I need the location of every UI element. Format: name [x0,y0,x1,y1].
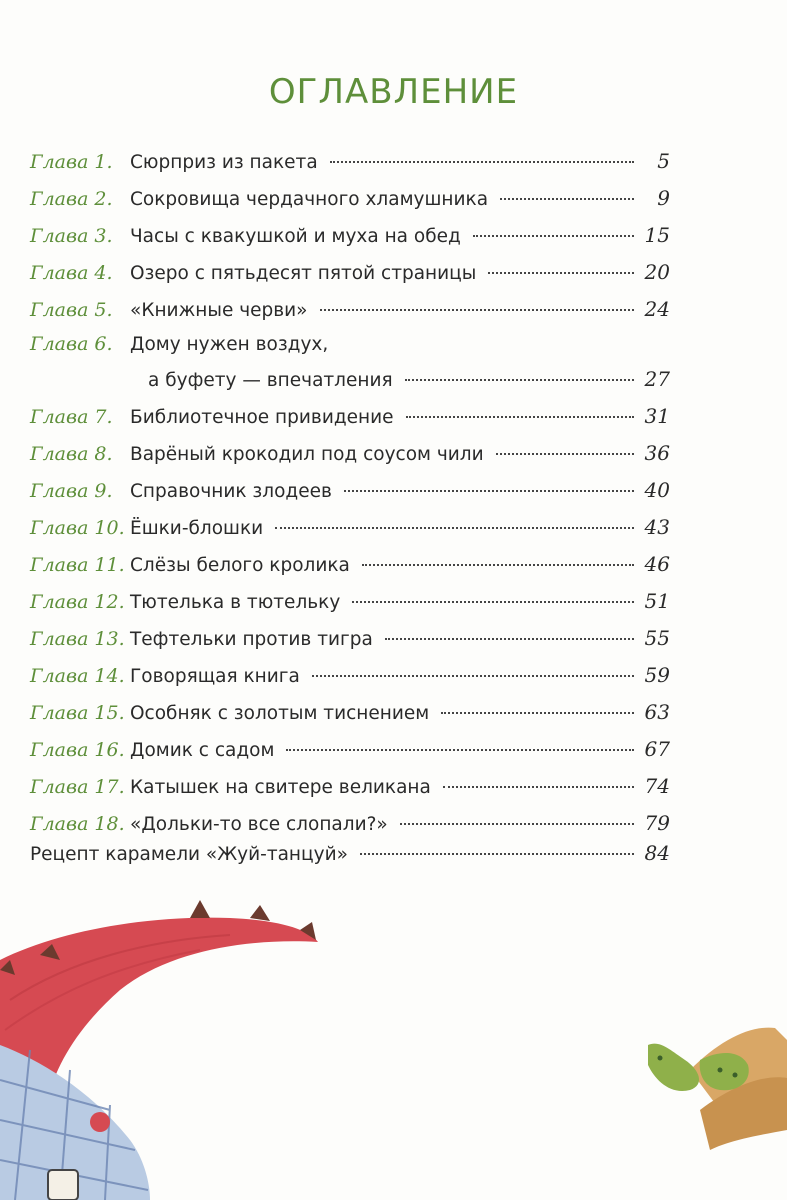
chapter-entry [130,620,670,658]
chapter-label: Глава 10. [30,517,125,539]
table-of-contents [30,143,670,842]
chapter-title: Тефтельки против тигра [130,629,373,650]
chapter-label: Глава 8. [30,443,113,465]
page-number: 59 [644,663,670,687]
chapter-title: Сокровища чердачного хламушника [130,189,489,210]
chapter-label: Глава 3. [30,225,113,247]
toc-row [30,583,670,620]
chapter-title-continued: а буфету — впечатления [148,370,393,391]
page-number: 51 [644,589,670,613]
chapter-label: Глава 12. [30,591,125,613]
page-number: 20 [644,260,670,284]
page-number: 31 [644,404,670,428]
chapter-label: Глава 11. [30,554,125,576]
toc-row [30,291,670,328]
dot-leader [443,786,634,788]
dot-leader [330,161,634,163]
chapter-entry [130,509,670,547]
chapter-entry [130,217,670,255]
toc-row [30,768,670,805]
chapter-entry [130,398,670,436]
chapter-label: Глава 15. [30,702,125,724]
chapter-title: Сюрприз из пакета [130,152,318,173]
tail-spike [40,944,60,960]
toc-row [30,398,670,435]
toc-row [30,731,670,768]
page-number: 63 [644,700,670,724]
cup-icon [48,1170,78,1200]
leg [700,1077,787,1150]
leg [690,1028,787,1110]
page-number: 74 [644,774,670,798]
chapter-title: «Дольки-то все слопали?» [130,814,388,835]
chapter-entry [130,583,670,621]
tail-spike [250,905,270,921]
toc-row [30,435,670,472]
chapter-label: Глава 18. [30,813,125,835]
chapter-title: Варёный крокодил под соусом чили [130,444,484,465]
chapter-entry [130,180,670,218]
page-number: 46 [644,552,670,576]
chapter-title: Особняк с золотым тиснением [130,703,430,724]
dot-leader [286,749,634,751]
chapter-title: Библиотечное привидение [130,407,394,428]
dot-leader [400,823,634,825]
chapter-title: Тютелька в тютельку [130,592,341,613]
dot-leader [312,675,634,677]
chapter-label: Глава 6. [30,333,113,355]
dinosaur-tail [0,918,318,1110]
toc-row [30,805,670,842]
chapter-title: Говорящая книга [130,666,300,687]
dot-leader [441,712,634,714]
page-number: 15 [644,223,670,247]
recipe-page-number: 84 [644,841,670,865]
page-number: 55 [644,626,670,650]
dot-leader [406,416,634,418]
toc-row [30,143,670,180]
chapter-entry [130,254,670,292]
chapter-entry [130,328,670,398]
toc-row [30,657,670,694]
chapter-title: Справочник злодеев [130,481,332,502]
chapter-label: Глава 13. [30,628,125,650]
recipe-entry [30,841,670,865]
green-sock [648,1044,699,1091]
chapter-title: Озеро с пятьдесят пятой страницы [130,263,477,284]
chapter-label: Глава 16. [30,739,125,761]
page-number: 67 [644,737,670,761]
toc-row [30,472,670,509]
toc-row [30,694,670,731]
recipe-title: Рецепт карамели «Жуй-танцуй» [30,844,348,865]
chapter-entry [130,472,670,510]
chapter-entry [130,805,670,843]
toc-row [30,620,670,657]
chapter-label: Глава 7. [30,406,113,428]
chapter-entry [130,435,670,473]
tail-spike [190,900,210,918]
page-number: 5 [657,149,670,173]
page-title: ОГЛАВЛЕНИЕ [268,72,519,112]
chapter-title: Катышек на свитере великана [130,777,431,798]
toc-row [30,254,670,291]
dot-leader [352,601,634,603]
chapter-entry [130,546,670,584]
dot-leader [320,309,634,311]
dot-leader [405,379,634,381]
toc-row [30,546,670,583]
chapter-label: Глава 5. [30,299,113,321]
dot-leader [275,527,634,529]
chapter-label: Глава 2. [30,188,113,210]
fruit-slice-icon [90,1112,110,1132]
toc-row [30,328,670,398]
page-number: 43 [644,515,670,539]
chapter-entry [130,731,670,769]
chapter-title: Ёшки-блошки [130,518,264,539]
checkered-sweater [0,1045,150,1200]
chapter-entry [130,657,670,695]
dot-leader [360,853,634,855]
chapter-title: Домик с садом [130,740,275,761]
dot-leader [362,564,634,566]
dot-leader [385,638,634,640]
tail-spike [300,922,316,940]
chapter-title: Часы с квакушкой и муха на обед [130,226,461,247]
chapter-label: Глава 17. [30,776,125,798]
dot-leader [473,235,634,237]
chapter-label: Глава 4. [30,262,113,284]
chapter-label: Глава 9. [30,480,113,502]
dot-leader [496,453,634,455]
page-number: 36 [644,441,670,465]
dot-leader [344,490,634,492]
chapter-label: Глава 14. [30,665,125,687]
dot-leader [500,198,634,200]
chapter-entry [130,143,670,181]
green-sock [700,1053,749,1090]
toc-row [30,180,670,217]
chapter-entry [130,694,670,732]
page-number: 27 [644,367,670,391]
page-number: 24 [644,297,670,321]
chapter-title: Дому нужен воздух, [130,334,329,355]
dot-leader [488,272,634,274]
chapter-entry [130,768,670,806]
chapter-label: Глава 1. [30,151,113,173]
page-number: 9 [657,186,670,210]
chapter-entry [130,291,670,329]
toc-row [30,217,670,254]
tail-spike [0,960,15,975]
chapter-title: «Книжные черви» [130,300,308,321]
chapter-title: Слёзы белого кролика [130,555,350,576]
page-number: 40 [644,478,670,502]
toc-row [30,509,670,546]
page-number: 79 [644,811,670,835]
